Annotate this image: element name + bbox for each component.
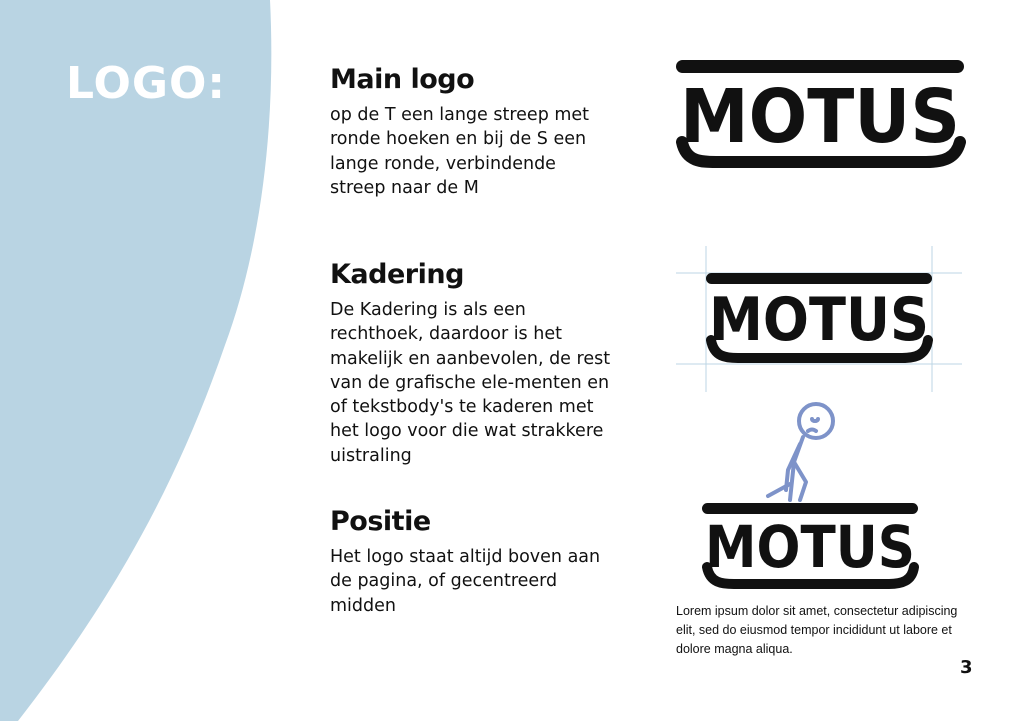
section-heading: Kadering <box>330 259 464 290</box>
motus-logo-framed <box>706 273 932 364</box>
logo-wordmark: MOTUS <box>705 513 915 581</box>
logo-wordmark: MOTUS <box>680 74 960 160</box>
lorem-ipsum-text: Lorem ipsum dolor sit amet, consectetur adipiscing elit, sed do eiusmod tempor incididunt ut labore et dolore magna aliqua. <box>676 604 958 656</box>
motus-logo-position <box>702 503 918 589</box>
section-main-logo <box>330 64 615 200</box>
page-number: 3 <box>960 657 973 678</box>
section-positie <box>330 506 615 618</box>
page-title: LOGO: <box>66 58 226 109</box>
section-heading: Main logo <box>330 64 475 95</box>
motus-logo-main <box>676 60 964 168</box>
section-heading: Positie <box>330 506 431 537</box>
section-body: op de T een lange streep met ronde hoeken en bij de S een lange ronde, verbindende streep naar de M <box>330 105 590 198</box>
section-body: De Kadering is als een rechthoek, daardoor is het makelijk en aanbevolen, de rest van de grafische ele-menten en of tekstbody's te kaderen met het logo voor die wat strakkere uistraling <box>330 300 611 466</box>
logo-wordmark: MOTUS <box>709 285 929 355</box>
section-body: Het logo staat altijd boven aan de pagina, of gecentreerd midden <box>330 547 601 616</box>
section-kadering <box>330 259 615 468</box>
stick-figure-illustration <box>760 400 850 502</box>
